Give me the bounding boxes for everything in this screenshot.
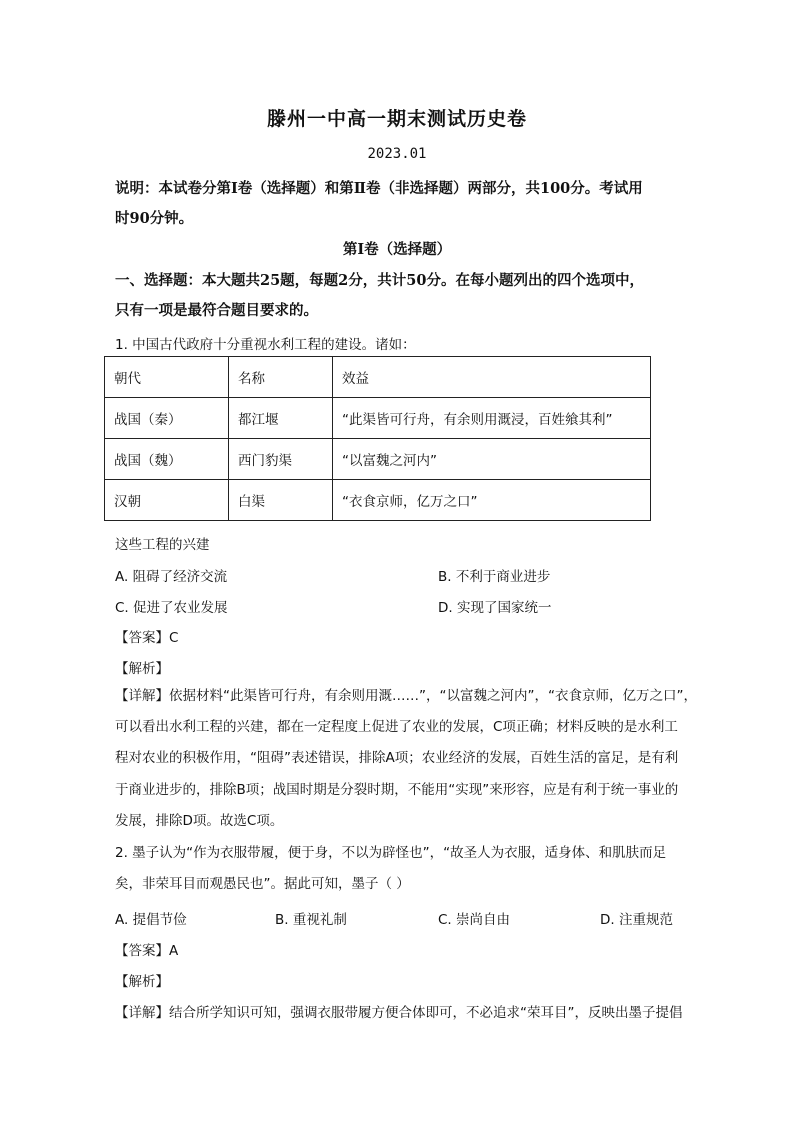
- water-projects-table: [104, 356, 651, 521]
- question-2-option-a: A. 提倡节俭: [115, 912, 187, 928]
- question-2-option-d: D. 注重规范: [600, 912, 673, 928]
- explanation-line: 于商业进步的，排除B项；战国时期是分裂时期，不能用“实现”来形容，应是有利于统一事业的: [115, 781, 679, 798]
- question-1-option-c: C. 促进了农业发展: [115, 600, 228, 616]
- question-2-explanation: 【详解】结合所学知识可知，强调衣服带履方便合体即可，不必追求“荣耳目”，反映出墨子提倡: [115, 1005, 683, 1021]
- table-cell: 白渠: [229, 480, 333, 521]
- question-1-option-a: A. 阻碍了经济交流: [115, 569, 228, 585]
- table-cell: 战国（秦）: [105, 398, 229, 439]
- question-1-option-b: B. 不利于商业进步: [438, 569, 551, 585]
- question-2-answer: 【答案】A: [115, 943, 179, 959]
- question-1-stem: 1. 中国古代政府十分重视水利工程的建设。诸如：: [115, 337, 416, 353]
- table-cell: 都江堰: [229, 398, 333, 439]
- table-header-cell: 朝代: [105, 357, 229, 398]
- stem-line: 2. 墨子认为“作为衣服带履，便于身，不以为辟怪也”，“故圣人为衣服，适身体、和肌肤而足: [115, 845, 667, 861]
- explanation-line: 发展，排除D项。故选C项。: [115, 812, 284, 829]
- exam-date: 2023.01: [367, 146, 427, 162]
- section-title: 第Ⅰ卷（选择题）: [342, 241, 452, 258]
- question-1-option-d: D. 实现了国家统一: [438, 600, 552, 616]
- part-heading-line2: 只有一项是最符合题目要求的。: [115, 302, 318, 319]
- table-row: [105, 439, 651, 480]
- exam-title: 滕州一中高一期末测试历史卷: [266, 108, 527, 130]
- table-cell: 战国（魏）: [105, 439, 229, 480]
- exam-instructions-line1: 说明：本试卷分第Ⅰ卷（选择题）和第Ⅱ卷（非选择题）两部分，共100分。考试用: [115, 180, 643, 197]
- table-row: [105, 480, 651, 521]
- exam-instructions-line2: 时90分钟。: [115, 210, 194, 227]
- question-2-option-b: B. 重视礼制: [275, 912, 347, 928]
- question-1-explanation: [115, 681, 700, 837]
- question-1-analysis-heading: 【解析】: [115, 661, 169, 677]
- question-2-stem: [115, 838, 700, 900]
- part-heading-line1: 一、选择题：本大题共25题，每题2分，共计50分。在每小题列出的四个选项中，: [115, 272, 644, 289]
- table-cell: “以富魏之河内”: [333, 439, 651, 480]
- table-header-cell: 名称: [229, 357, 333, 398]
- explanation-line: 可以看出水利工程的兴建，都在一定程度上促进了农业的发展，C项正确；材料反映的是水利工: [115, 719, 678, 736]
- explanation-line: 程对农业的积极作用，“阻碍”表述错误，排除A项；农业经济的发展，百姓生活的富足，是有利: [115, 750, 679, 767]
- table-header-row: [105, 357, 651, 398]
- table-cell: 西门豹渠: [229, 439, 333, 480]
- table-row: [105, 398, 651, 439]
- table-cell: “衣食京师，亿万之口”: [333, 480, 651, 521]
- table-cell: “此渠皆可行舟，有余则用溉浸，百姓飨其利”: [333, 398, 651, 439]
- question-2-option-c: C. 崇尚自由: [438, 912, 511, 928]
- stem-line: 矣，非荣耳目而观愚民也”。据此可知，墨子（ ）: [115, 876, 410, 893]
- question-2-analysis-heading: 【解析】: [115, 974, 169, 990]
- explanation-line: 【详解】依据材料“此渠皆可行舟，有余则用溉……”，“以富魏之河内”，“衣食京师，亿万之口”，: [115, 688, 697, 704]
- question-1-continuation: 这些工程的兴建: [115, 537, 210, 553]
- table-header-cell: 效益: [333, 357, 651, 398]
- question-1-answer: 【答案】C: [115, 630, 179, 646]
- table-cell: 汉朝: [105, 480, 229, 521]
